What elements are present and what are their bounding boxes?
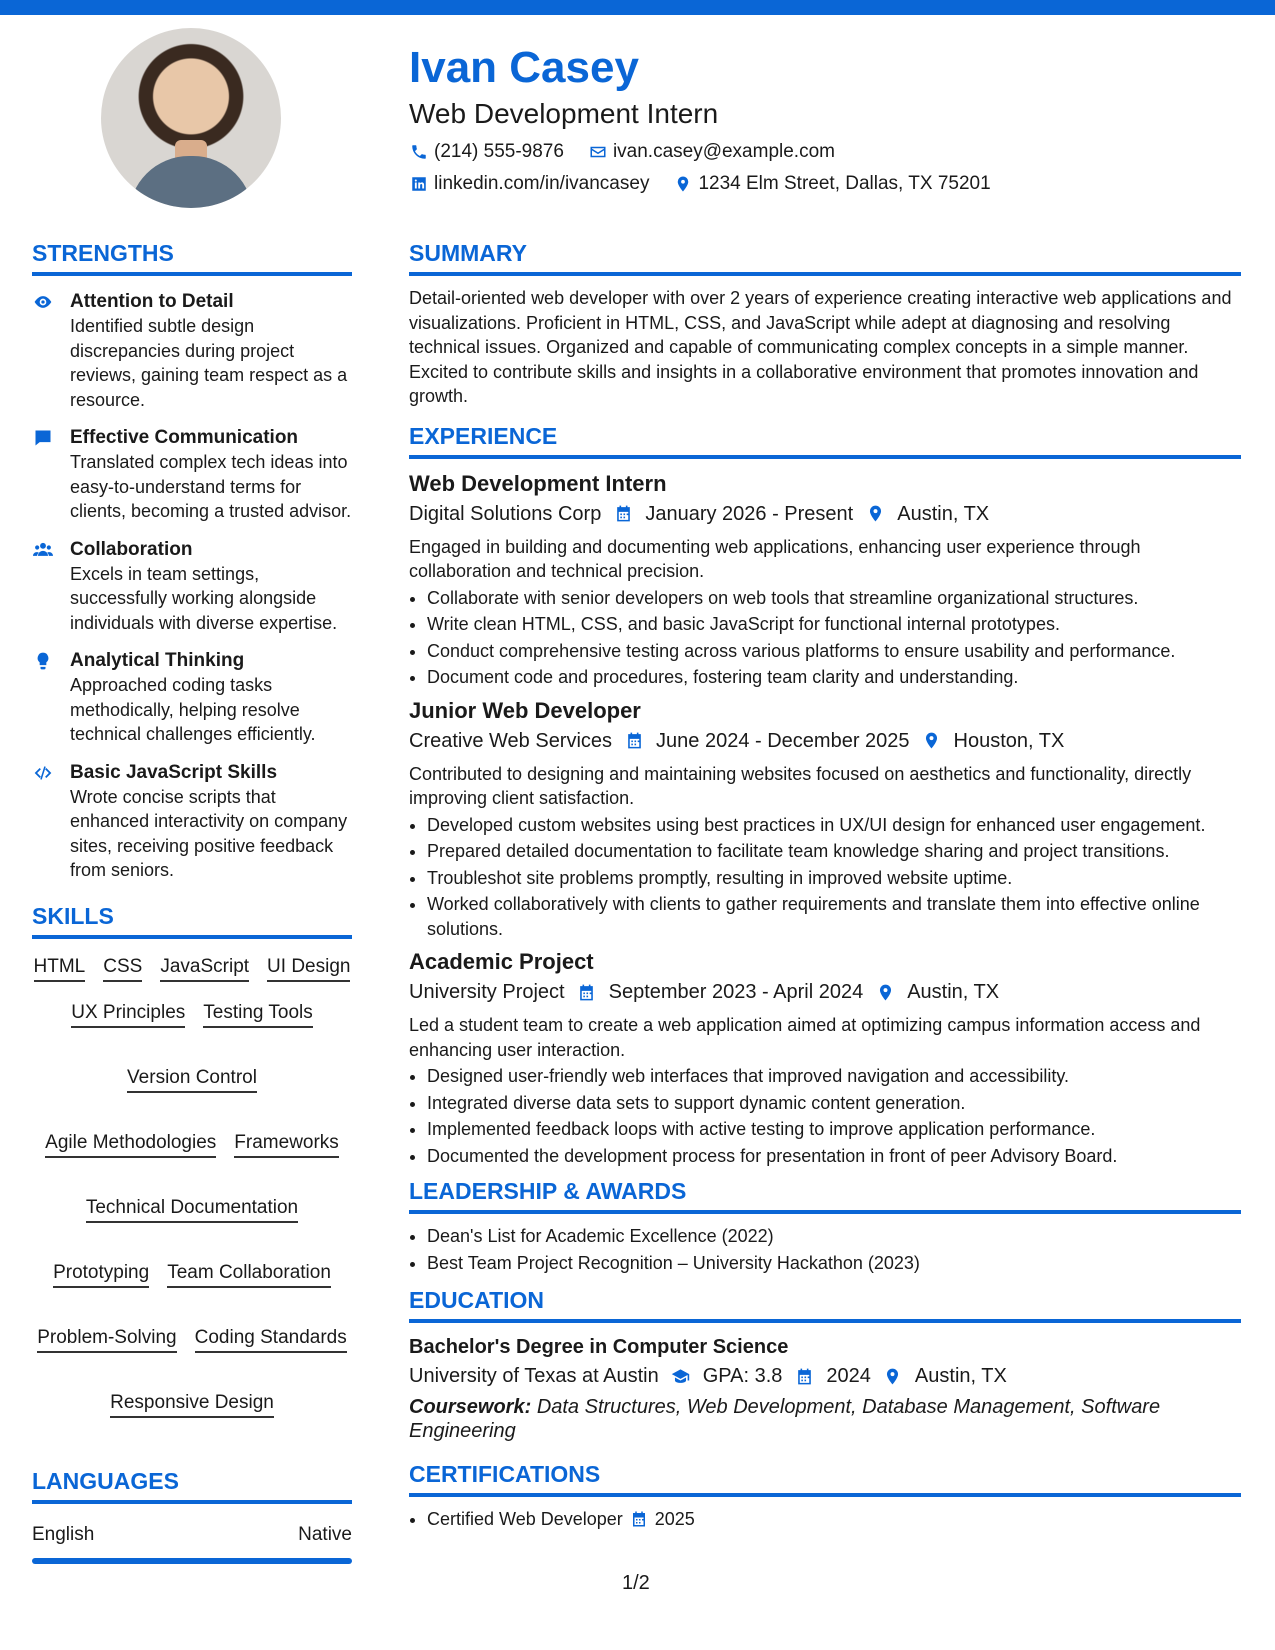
strength-item: Analytical Thinking Approached coding tasks methodically, helping resolve technical challenges efficiently. xyxy=(32,649,352,747)
skill-tag: Version Control xyxy=(127,1066,257,1093)
certification-name: • Certified Web Developer xyxy=(427,1509,623,1529)
list-item: • Developed custom websites using best practices in UX/UI design for enhanced user engagement. xyxy=(427,813,1241,838)
job-title: Academic Project xyxy=(409,949,594,974)
certifications-list xyxy=(409,1507,1241,1532)
job-description: Contributed to designing and maintaining websites focused on aesthetics and functionality, directly improving client satisfaction. xyxy=(409,763,1192,808)
list-item: • Worked collaboratively with clients to gather requirements and translate them into effective online solutions. xyxy=(427,892,1241,941)
job-dates: September 2023 - April 2024 xyxy=(608,981,864,1003)
linkedin-contact[interactable]: linkedin.com/in/ivancasey xyxy=(409,168,649,200)
company-name: University Project xyxy=(409,981,565,1003)
skill-tag: CSS xyxy=(103,955,142,982)
calendar-icon xyxy=(624,731,644,751)
list-item: • Conduct comprehensive testing across various platforms to ensure usability and performance. xyxy=(427,639,1241,664)
strength-item: Basic JavaScript Skills Wrote concise scripts that enhanced interactivity on company sites, receiving positive feedback from seniors. xyxy=(32,761,352,883)
address-contact: 1234 Elm Street, Dallas, TX 75201 xyxy=(673,168,990,200)
list-item: • Best Team Project Recognition – University Hackathon (2023) xyxy=(427,1251,1241,1276)
calendar-icon xyxy=(613,504,633,524)
graduation-year: 2024 xyxy=(826,1365,871,1387)
company-name: Digital Solutions Corp xyxy=(409,502,602,525)
profile-photo xyxy=(101,28,281,208)
calendar-icon xyxy=(794,1366,814,1386)
map-pin-icon xyxy=(883,1366,903,1386)
job-description: Engaged in building and documenting web applications, enhancing user experience through collaboration and technical precision. xyxy=(409,536,1141,581)
list-item: • Collaborate with senior developers on web tools that streamline organizational structures. xyxy=(427,586,1241,611)
skill-tag: HTML xyxy=(34,955,86,982)
strength-item: Effective Communication Translated complex tech ideas into easy-to-understand terms for clients, becoming a trusted advisor. xyxy=(32,426,352,524)
language-name: English xyxy=(32,1523,95,1545)
contact-row-1 xyxy=(409,136,1239,168)
list-item: • Write clean HTML, CSS, and basic JavaScript for functional internal prototypes. xyxy=(427,612,1241,637)
page-number: 1/2 xyxy=(622,1572,650,1594)
job-meta xyxy=(409,977,1241,1007)
left-column xyxy=(32,238,352,1564)
skill-tag: UX Principles xyxy=(71,1001,185,1028)
map-pin-icon xyxy=(875,982,895,1002)
candidate-title: Web Development Intern xyxy=(409,98,719,129)
job-dates: June 2024 - December 2025 xyxy=(656,729,910,752)
strengths-heading: STRENGTHS xyxy=(32,238,352,276)
list-item xyxy=(427,1507,1241,1532)
contact-row-2 xyxy=(409,168,1239,200)
skill-tag: Frameworks xyxy=(234,1131,339,1158)
job-location: Austin, TX xyxy=(907,981,1000,1003)
language-level: Native xyxy=(298,1523,352,1545)
list-item: • Designed user-friendly web interfaces that improved navigation and accessibility. xyxy=(427,1064,1241,1089)
eye-icon xyxy=(32,290,56,412)
education-meta xyxy=(409,1361,1241,1391)
language-level-bar xyxy=(32,1558,352,1564)
job-bullets xyxy=(409,1064,1241,1168)
skill-tag: Agile Methodologies xyxy=(45,1131,216,1158)
leadership-heading: LEADERSHIP & AWARDS xyxy=(409,1176,1241,1214)
skill-tag: Problem-Solving xyxy=(37,1326,176,1353)
job-bullets xyxy=(409,813,1241,942)
skill-tag: Testing Tools xyxy=(203,1001,313,1028)
strengths-list xyxy=(32,286,352,883)
coursework xyxy=(409,1395,1241,1443)
list-item: • Documented the development process for presentation in front of peer Advisory Board. xyxy=(427,1144,1241,1169)
skill-tag: Team Collaboration xyxy=(167,1261,331,1288)
job-meta xyxy=(409,499,1241,529)
job-entry xyxy=(409,696,1241,942)
job-entry xyxy=(409,947,1241,1168)
language-row xyxy=(32,1522,352,1548)
awards-list xyxy=(409,1224,1241,1275)
phone-icon xyxy=(409,142,429,162)
strength-item: Attention to Detail Identified subtle design discrepancies during project reviews, gaining team respect as a resource. xyxy=(32,290,352,412)
summary-text: Detail-oriented web developer with over 2 years of experience creating interactive web applications and visualizations. Proficient in HTML, CSS, and JavaScript while adept at diagnosing and resolving technical issues. Organized and capable of communicating complex concepts in a simple manner. Excited to contribute skills and insights in a collaborative environment that promotes innovation and growth. xyxy=(409,288,1232,406)
graduation-cap-icon xyxy=(671,1366,691,1386)
certifications-heading: CERTIFICATIONS xyxy=(409,1459,1241,1497)
job-title: Junior Web Developer xyxy=(409,697,641,723)
list-item: • Prepared detailed documentation to facilitate team knowledge sharing and project transitions. xyxy=(427,839,1241,864)
degree-title: Bachelor's Degree in Computer Science xyxy=(409,1336,789,1358)
envelope-icon xyxy=(588,142,608,162)
summary-heading: SUMMARY xyxy=(409,238,1241,276)
job-location: Houston, TX xyxy=(953,729,1065,752)
gpa: GPA: 3.8 xyxy=(702,1365,783,1387)
job-title: Web Development Intern xyxy=(409,470,667,496)
skills-heading: SKILLS xyxy=(32,901,352,939)
job-description: Led a student team to create a web application aimed at optimizing campus information access and enhancing user interaction. xyxy=(409,1015,1201,1060)
email-contact[interactable]: ivan.casey@example.com xyxy=(588,136,835,168)
skill-tag: UI Design xyxy=(267,955,350,982)
map-pin-icon xyxy=(673,174,693,194)
education-heading: EDUCATION xyxy=(409,1285,1241,1323)
code-icon xyxy=(32,761,56,883)
resume-header xyxy=(409,40,1239,200)
experience-heading: EXPERIENCE xyxy=(409,421,1241,459)
certification-year: 2025 xyxy=(654,1509,695,1529)
coursework-list: Data Structures, Web Development, Database Management, Software Engineering xyxy=(409,1396,1161,1442)
users-icon xyxy=(32,538,56,636)
right-column xyxy=(409,238,1241,1538)
languages-heading: LANGUAGES xyxy=(32,1466,352,1504)
lightbulb-icon xyxy=(32,649,56,747)
skill-tag: Prototyping xyxy=(53,1261,149,1288)
chat-bubble-icon xyxy=(32,426,56,524)
top-accent-bar xyxy=(0,0,1275,15)
job-bullets xyxy=(409,586,1241,690)
calendar-icon xyxy=(629,1509,649,1529)
job-meta xyxy=(409,726,1241,756)
linkedin-icon xyxy=(409,174,429,194)
job-dates: January 2026 - Present xyxy=(645,502,854,525)
list-item: • Integrated diverse data sets to support dynamic content generation. xyxy=(427,1091,1241,1116)
phone-contact: (214) 555-9876 xyxy=(409,136,564,168)
skill-tag: Responsive Design xyxy=(110,1391,274,1418)
list-item: • Dean's List for Academic Excellence (2022) xyxy=(427,1224,1241,1249)
candidate-name: Ivan Casey xyxy=(409,43,639,92)
list-item: • Troubleshot site problems promptly, resulting in improved website uptime. xyxy=(427,866,1241,891)
company-name: Creative Web Services xyxy=(409,729,613,752)
map-pin-icon xyxy=(865,504,885,524)
skill-tag: Technical Documentation xyxy=(86,1196,298,1223)
job-location: Austin, TX xyxy=(897,502,990,525)
school-name: University of Texas at Austin xyxy=(409,1365,659,1387)
skill-tag: Coding Standards xyxy=(195,1326,347,1353)
school-location: Austin, TX xyxy=(914,1365,1007,1387)
calendar-icon xyxy=(577,982,597,1002)
map-pin-icon xyxy=(922,731,942,751)
skill-tag: JavaScript xyxy=(160,955,249,982)
job-entry xyxy=(409,469,1241,690)
list-item: • Document code and procedures, fostering team clarity and understanding. xyxy=(427,665,1241,690)
skills-list xyxy=(32,949,352,1426)
strength-item: Collaboration Excels in team settings, successfully working alongside individuals with diverse expertise. xyxy=(32,538,352,636)
list-item: • Implemented feedback loops with active testing to improve application performance. xyxy=(427,1117,1241,1142)
coursework-label: Coursework: xyxy=(409,1396,532,1418)
